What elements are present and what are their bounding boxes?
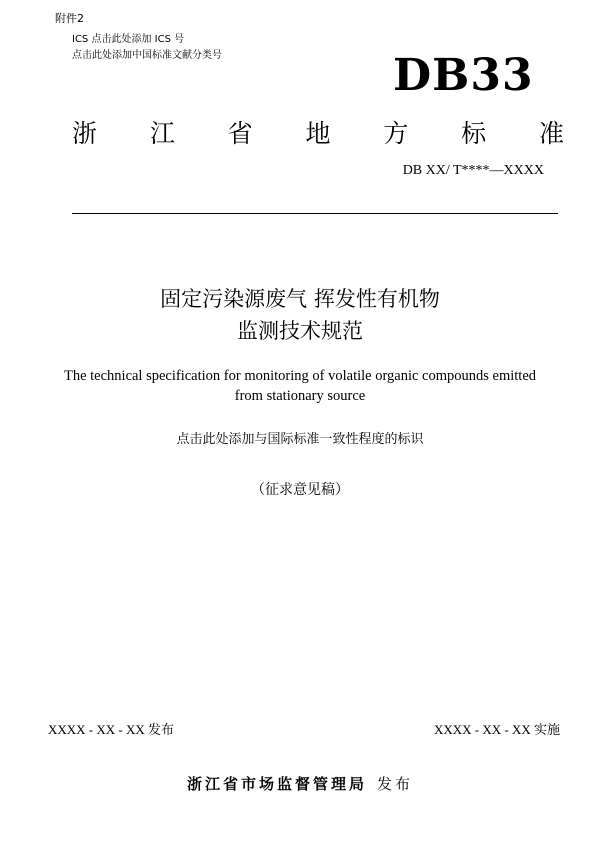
standard-type-char: 方 [383,119,409,148]
attachment-label: 附件2 [55,12,84,25]
standard-type-title [72,114,564,150]
standard-type-char: 标 [461,119,487,148]
standard-code: DB33 [393,50,534,101]
standard-type-char: 地 [305,119,331,148]
consistency-marker: 点击此处添加与国际标准一致性程度的标识 [176,432,424,447]
standard-type-char: 江 [149,119,175,148]
standard-type-char: 省 [227,119,253,148]
issuer-line [0,773,600,794]
chinese-title-line2: 监测技术规范 [237,319,363,343]
header-divider [72,213,558,214]
ics-number: ICS 点击此处添加 ICS 号 [72,34,185,45]
english-title-line1: The technical specification for monitoring of volatile organic compounds emitted [63,368,537,384]
ccs-classification: 点击此处添加中国标准文献分类号 [72,50,222,61]
issue-label: 发布 [377,775,414,793]
issuer-organization: 浙江省市场监督管理局 [186,775,367,793]
implement-date: XXXX - XX - XX 实施 [433,722,560,737]
publish-date: XXXX - XX - XX 发布 [48,722,175,737]
standard-number: DB XX/ T****—XXXX [402,163,544,178]
english-title-line2: from stationary source [234,388,366,404]
standard-type-char: 准 [538,119,564,148]
draft-status: （征求意见稿） [251,482,349,498]
chinese-title-line1: 固定污染源废气 挥发性有机物 [160,287,440,311]
standard-type-char: 浙 [72,119,98,148]
